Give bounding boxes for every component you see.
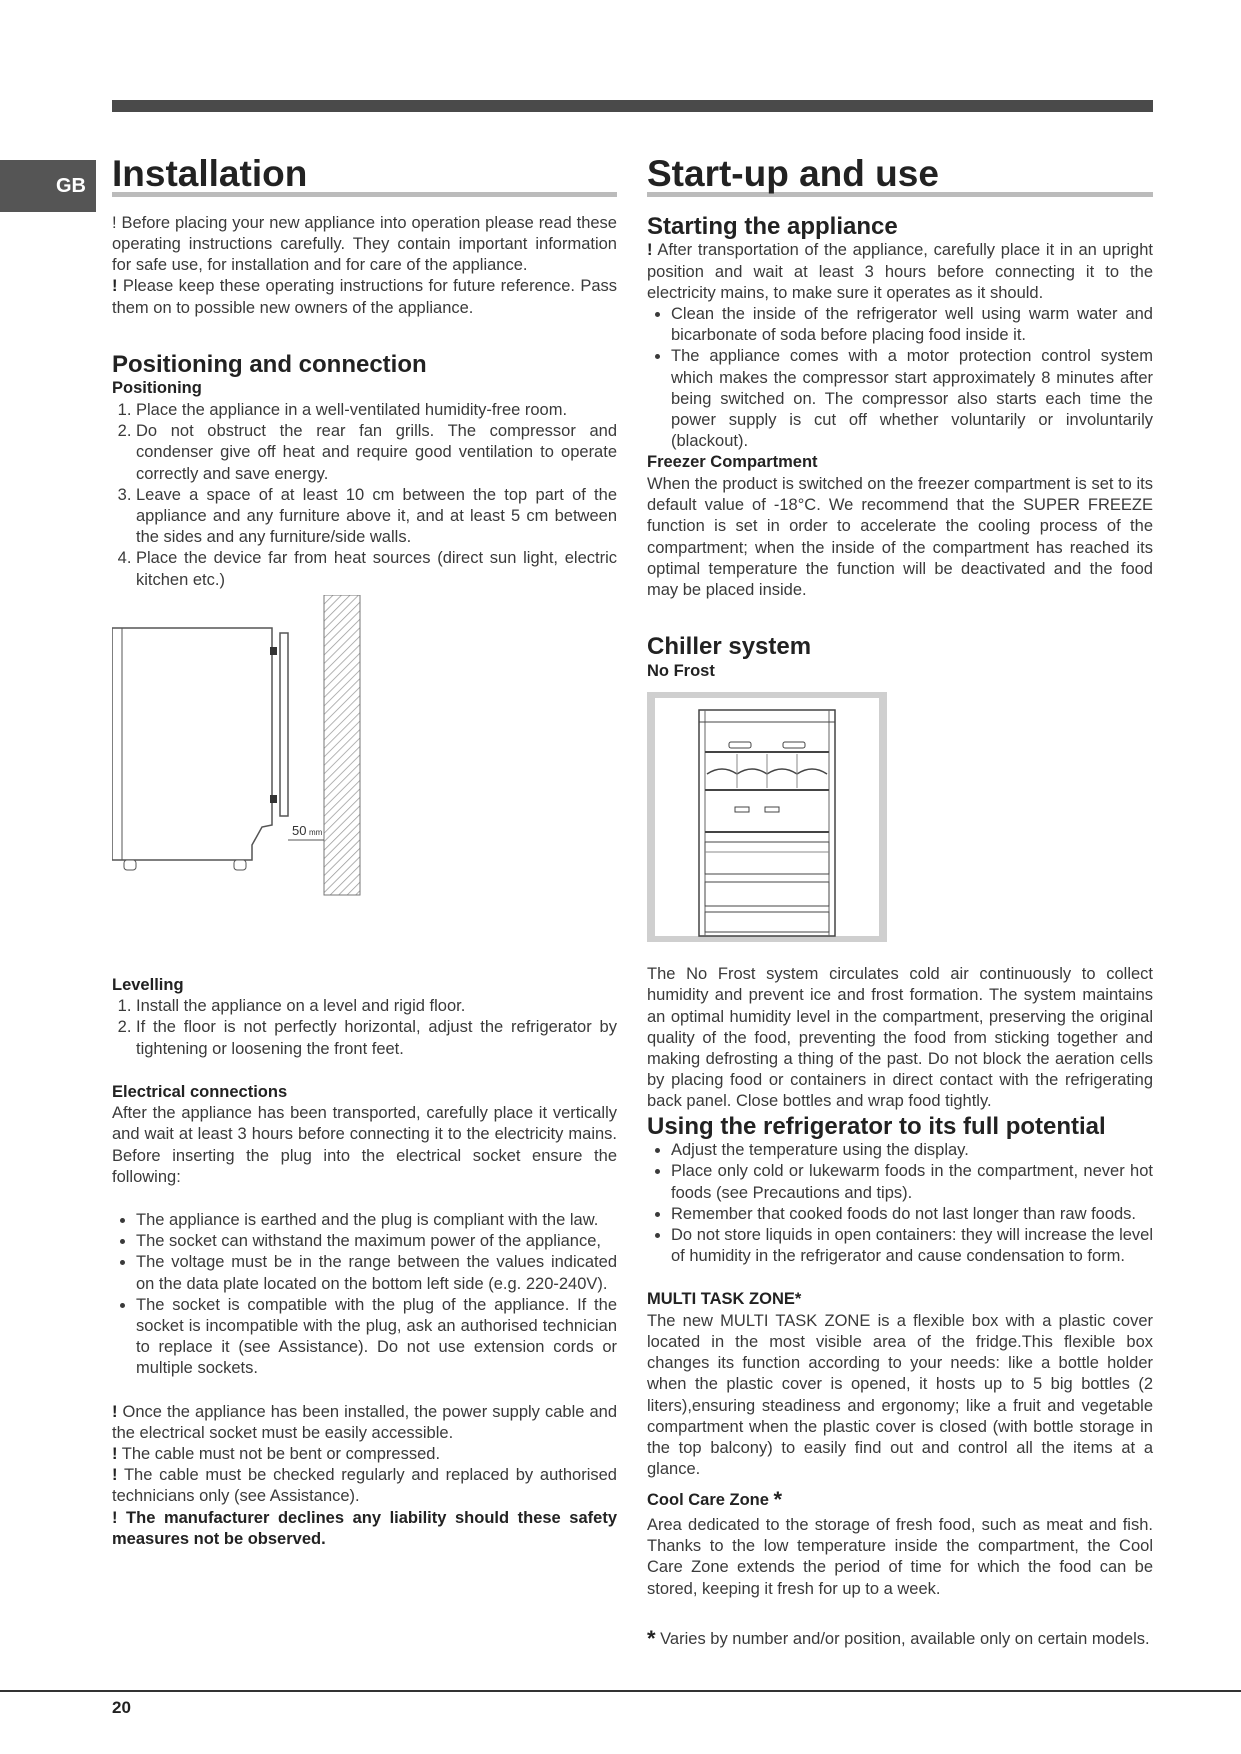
warning-text: The cable must not be bent or compressed. [117,1445,441,1464]
levelling-list [112,996,617,1060]
exclamation-mark: ! [647,241,653,260]
list-item: • Place only cold or lukewarm foods in the compartment, never hot foods (see Precautions and tips). [671,1161,1153,1203]
freezer-heading: Freezer Compartment [647,453,818,472]
exclamation-mark: ! [112,1445,118,1464]
list-item: • Clean the inside of the refrigerator well using warm water and bicarbonate of soda before placing food inside it. [671,304,1153,346]
language-tab: GB [0,160,96,212]
list-item: 4. Place the device far from heat sources (direct sun light, electric kitchen etc.) [136,548,617,590]
list-item: • Remember that cooked foods do not last longer than raw foods. [671,1204,1153,1225]
startup-title: Start-up and use [647,155,1153,197]
bottom-rule [0,1690,1241,1692]
footnote [647,1628,1153,1650]
positioning-subheading: Positioning [112,379,202,398]
warning-1 [112,1402,617,1444]
clearance-unit: mm [309,827,323,837]
asterisk-mark: * [773,1487,783,1513]
startup-column [647,155,1153,1600]
starting-list [647,304,1153,452]
warning-3 [112,1465,617,1507]
levelling-heading: Levelling [112,975,184,994]
intro-text-1: ! Before placing your new appliance into operation please read these operating instructions carefully. They contain important information for safe use, for installation and for care of the appliance. [112,213,617,275]
installation-column [112,155,617,1550]
exclamation-mark: ! [112,1466,118,1485]
list-item: • The appliance comes with a motor protection control system which makes the compressor start approximately 8 minutes after being switched on. The compressor also starts each time the power supply is cut off whether voluntarily or involuntarily (blackout). [671,346,1153,452]
list-item: • Adjust the temperature using the display. [671,1140,1153,1161]
list-item: • The socket is compatible with the plug of the appliance. If the socket is incompatible with the plug, ask an authorised technician to replace it (see Assistance). Do not use extension cords or multiple sockets. [136,1295,617,1380]
list-item: 2. If the floor is not perfectly horizontal, adjust the refrigerator by tightening or loosening the front feet. [136,1017,617,1059]
chiller-subheading: No Frost [647,661,715,680]
chiller-heading: Chiller system [647,633,812,661]
starting-heading: Starting the appliance [647,212,898,240]
list-item: • The appliance is earthed and the plug is compliant with the law. [136,1210,617,1231]
list-item: • The socket can withstand the maximum power of the appliance, [136,1231,617,1252]
liability-warning: ! The manufacturer declines any liability should these safety measures not be observed. [112,1508,617,1548]
electrical-heading: Electrical connections [112,1082,288,1101]
list-item: • Do not store liquids in open containers: they will increase the level of humidity in the refrigerator and cause condensation to form. [671,1225,1153,1267]
list-item: 1. Install the appliance on a level and rigid floor. [136,996,617,1017]
electrical-list [112,1210,617,1380]
fridge-interior-illustration [647,692,887,942]
top-rule [112,100,1153,112]
intro-paragraph-1 [112,213,617,277]
warning-2 [112,1444,617,1465]
multitask-heading: MULTI TASK ZONE* [647,1290,802,1309]
intro-paragraph-2 [112,276,617,318]
footnote-text: Varies by number and/or position, available only on certain models. [655,1630,1150,1648]
list-item: • The voltage must be in the range between the values indicated on the data plate located on the bottom left side (e.g. 220-240V). [136,1252,617,1294]
page-number: 20 [112,1698,131,1717]
footnote-asterisk: * [647,1626,656,1651]
list-item: 3. Leave a space of at least 10 cm between the top part of the appliance and any furniture above it, and at least 5 cm between the sides and any furniture/side walls. [136,485,617,549]
list-item: 1. Place the appliance in a well-ventilated humidity-free room. [136,400,617,421]
installation-title: Installation [112,155,617,197]
coolcare-heading: Cool Care Zone [647,1491,769,1510]
starting-paragraph [647,240,1153,304]
positioning-heading: Positioning and connection [112,350,427,378]
clearance-label: 50 [292,822,307,838]
nofrost-text: The No Frost system circulates cold air continuously to collect humidity and prevent ice and frost formation. The system maintains an optimal humidity level in the compartment, preserving the original quality of the food, preventing the food from sticking together and making defrosting a thing of the past. Do not block the aeration cells by placing food or containers in direct contact with the refrigerating back panel. Close bottles and wrap food tightly. [647,965,1153,1111]
positioning-list [112,400,617,591]
installation-diagram [112,595,617,955]
intro-text-2: Please keep these operating instructions for future reference. Pass them on to possible new owners of the appliance. [112,277,617,317]
electrical-intro: After the appliance has been transported, carefully place it vertically and wait at least 3 hours before connecting it to the electricity mains. Before inserting the plug into the electrical socket ensure the following: [112,1104,617,1186]
exclamation-mark: ! [112,1402,118,1421]
coolcare-text: Area dedicated to the storage of fresh food, such as meat and fish. Thanks to the low temperature inside the compartment, the Cool Care Zone extends the period of time for which the food can be stored, keeping it fresh for up to a week. [647,1516,1153,1598]
multitask-text: The new MULTI TASK ZONE is a flexible box with a plastic cover located in the most visible area of the fridge.This flexible box changes its function according to your needs: like a bottle holder when the plastic cover is opened, it hosts up to 5 big bottles (2 liters),ensuring steadiness and ergonomy; like a fruit and vegetable compartment when the plastic cover is closed (with bottle storage in the top balcony) to easily find out and control all the items at a glance. [647,1311,1153,1479]
warning-text: Once the appliance has been installed, the power supply cable and the electrical socket must be easily accessible. [112,1402,617,1442]
freezer-text: When the product is switched on the freezer compartment is set to its default value of -18°C. We recommend that the SUPER FREEZE function is set in order to accelerate the cooling process of the compartment; when the inside of the compartment has reached its optimal temperature the function will be deactivated and the food may be placed inside. [647,474,1153,599]
fridge-clearance-illustration [112,595,617,955]
potential-heading: Using the refrigerator to its full potential [647,1112,1106,1140]
coolcare-heading-row [647,1486,1153,1515]
starting-text: After transportation of the appliance, carefully place it in an upright position and wait at least 3 hours before connecting it to the electricity mains, to make sure it operates as it should. [647,241,1153,302]
warning-text: The cable must be checked regularly and replaced by authorised technicians only (see Assistance). [112,1466,617,1506]
nofrost-illustration [647,692,887,942]
potential-list [647,1140,1153,1267]
exclamation-mark: ! [112,277,118,296]
list-item: 2. Do not obstruct the rear fan grills. The compressor and condenser give off heat and require good ventilation to operate correctly and save energy. [136,421,617,485]
